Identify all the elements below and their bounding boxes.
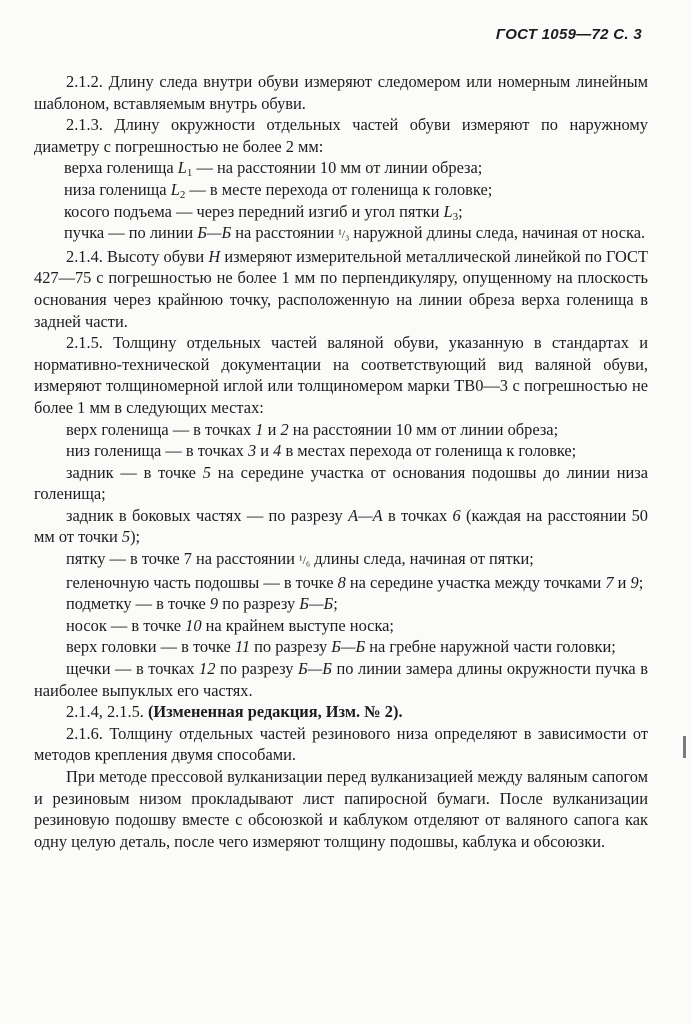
clause-2-1-5-intro: 2.1.5. Толщину отдельных частей валяной обуви, указанную в стандартах и нормативно-технической документации на соответствующий вид валяной обуви, измеряют толщиномерной иглой или толщиномером марки ТВ0—3 с погрешностью не более 1 мм в следующих местах: [34, 333, 648, 417]
page-header: ГОСТ 1059—72 С. 3 [495, 26, 642, 43]
list-item: низ голенища — в точках 3 и 4 в местах перехода от голенища к головке; [66, 441, 577, 461]
list-item: носок — в точке 10 на крайнем выступе носка; [66, 615, 394, 635]
list-item: задник — в точке 5 на середине участка от основания подошвы до линии низа голенища; [34, 462, 648, 504]
list-item: геленочную часть подошвы — в точке 8 на середине участка между точками 7 и 9; [66, 572, 644, 592]
list-item: косого подъема — через передний изгиб и угол пятки $L_3$; [64, 201, 463, 223]
clause-2-1-4: 2.1.4. Высоту обуви Н измеряют измерительной металлической линейкой по ГОСТ 427—75 с погрешностью не более 1 мм по перпендикуляру, опущенному на плоскость основания через крайнюю точку, расположенную на линии обреза верха голенища в задней части. [34, 246, 648, 331]
list-item: щечки — в точках 12 по разрезу Б—Б по линии замера длины окружности пучка в наиболее выпуклых его частях. [34, 659, 649, 700]
paragraph-press-vulcanization: При методе прессовой вулканизации перед вулканизацией между валяным сапогом и резиновым низом прокладывают лист папиросной бумаги. После вулканизации резиновую подошву вместе с обсоюзкой и каблуком отделяют от валяного сапога как одну целую деталь, после чего измеряют толщину подошвы, каблука и обсоюзки. [34, 767, 648, 851]
list-item: верх головки — в точке 11 по разрезу Б—Б на гребне наружной части головки; [66, 637, 616, 657]
list-item: низа голенища $L_2$ — в месте перехода от голенища к головке; [64, 179, 493, 201]
list-item: пятку — в точке 7 на расстоянии ¹/₆ длины следа, начиная от пятки; [66, 549, 534, 569]
amendment-note: 2.1.4, 2.1.5. (Измененная редакция, Изм. № 2). [66, 702, 403, 722]
scan-edge-mark [683, 736, 686, 758]
list-item: задник в боковых частях — по разрезу А—А в точках 6 (каждая на расстоянии 50 мм от точки 5); [34, 505, 648, 547]
list-item: верх голенища — в точках 1 и 2 на расстоянии 10 мм от линии обреза; [66, 419, 559, 439]
list-item: верха голенища $L_1$ — на расстоянии 10 мм от линии обреза; [64, 158, 483, 180]
document-body [34, 71, 648, 852]
clause-2-1-3-intro: 2.1.3. Длину окружности отдельных частей обуви измеряют по наружному диаметру с погрешностью не более 2 мм: [34, 115, 648, 156]
list-item: подметку — в точке 9 по разрезу Б—Б; [66, 594, 338, 614]
list-item: пучка — по линии Б—Б на расстоянии ¹/₃ наружной длины следа, начиная от носка. [64, 223, 646, 243]
clause-2-1-2: 2.1.2. Длину следа внутри обуви измеряют следомером или номерным линейным шаблоном, вставляемым внутрь обуви. [34, 72, 648, 113]
clause-2-1-6: 2.1.6. Толщину отдельных частей резинового низа определяют в зависимости от методов крепления двумя способами. [34, 723, 648, 765]
